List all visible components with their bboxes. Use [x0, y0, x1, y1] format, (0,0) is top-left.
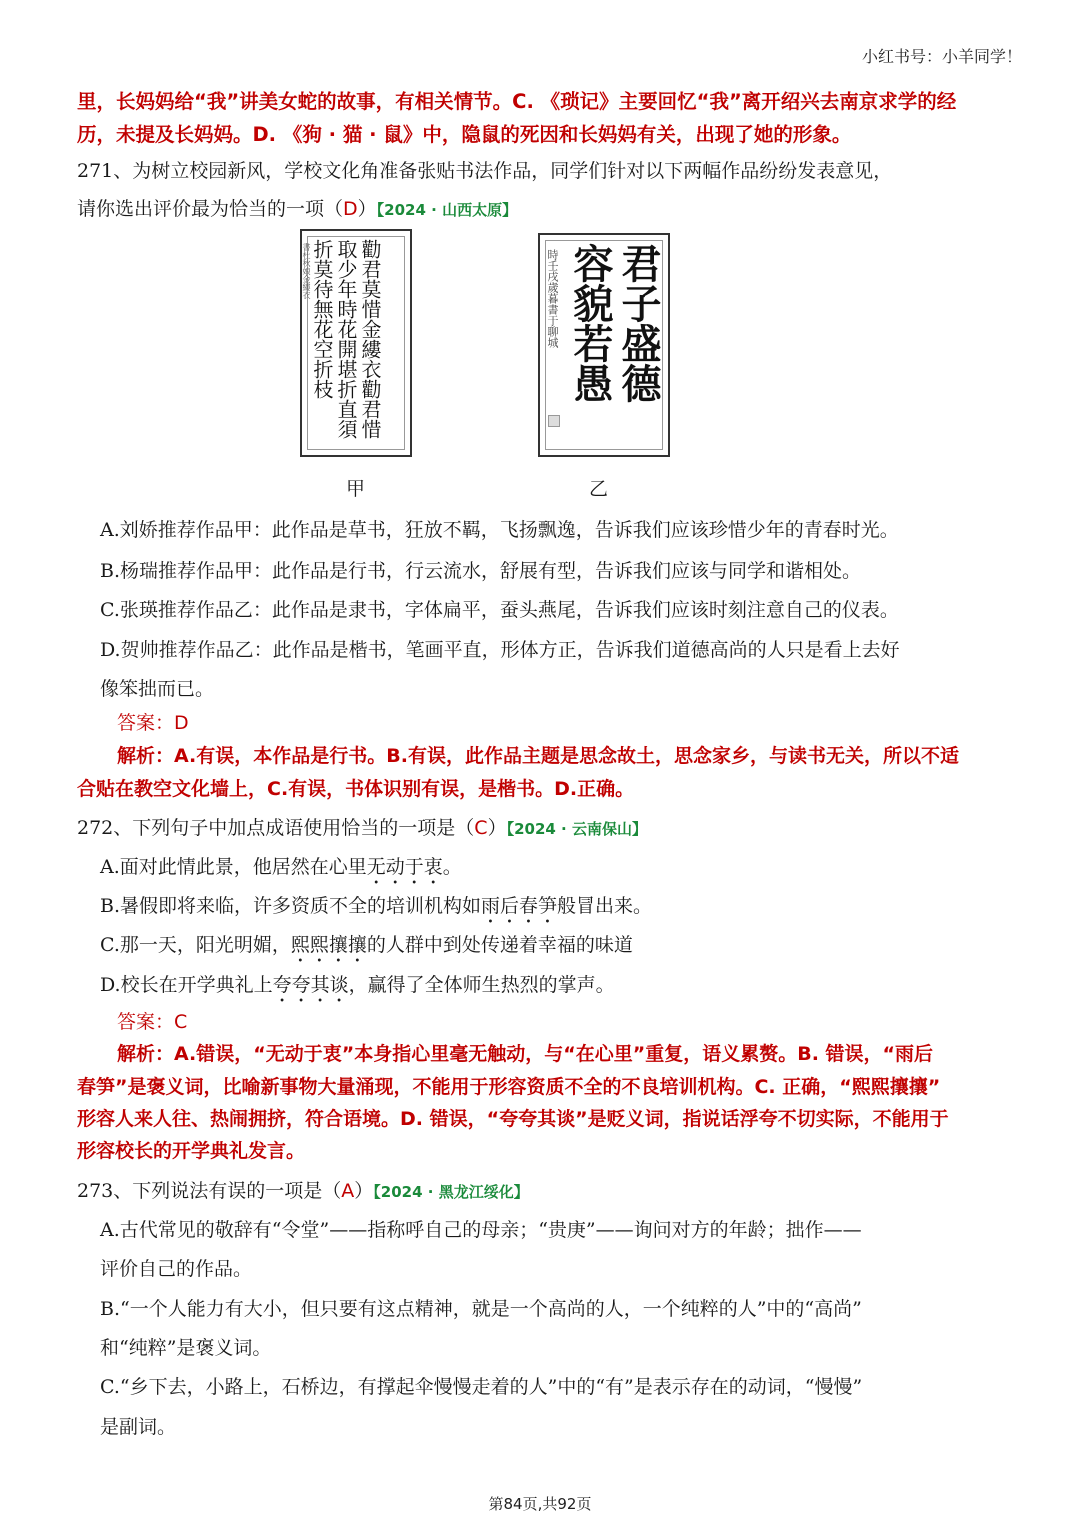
- explanation-line: 里，长妈妈给“我”讲美女蛇的故事，有相关情节。C. 《琐记》主要回忆“我”离开绍兴去南京求学的经: [77, 90, 957, 113]
- q271-option-b: B.杨瑞推荐作品甲：此作品是行书，行云流水，舒展有型，告诉我们应该与同学和谐相处。: [100, 560, 862, 582]
- q272-explanation-line: 春笋”是褒义词，比喻新事物大量涌现，不能用于形容资质不全的不良培训机构。C. 正确，“熙熙攘攘”: [77, 1076, 941, 1098]
- calligraphy-figure-a: [300, 229, 412, 457]
- q271-option-d: D.贺帅推荐作品乙：此作品是楷书，笔画平直，形体方正，告诉我们道德高尚的人只是看上去好: [100, 639, 900, 661]
- q271-option-a: A.刘娇推荐作品甲：此作品是草书，狂放不羁，飞扬飘逸，告诉我们应该珍惜少年的青春时光。: [100, 519, 899, 541]
- q272-source-tag: 【2024 · 云南保山】: [506, 820, 647, 838]
- calligraphy-a-inscription: 書杜秋娘金縷衣: [302, 243, 311, 299]
- q273-option-c-cont: 是副词。: [100, 1416, 177, 1438]
- q272-option-d: D.校长在开学典礼上夸夸其谈，赢得了全体师生热烈的掌声。: [100, 974, 615, 996]
- explanation-line: 历，未提及长妈妈。D. 《狗 · 猫 · 鼠》中，隐鼠的死因和长妈妈有关，出现了她的形象。: [77, 123, 852, 146]
- figure-a-label: 甲: [346, 478, 366, 500]
- q272-option-b: B.暑假即将来临，许多资质不全的培训机构如雨后春笋般冒出来。: [100, 895, 653, 917]
- calligraphy-b-inscription: 時壬戌歲暮書于聊城: [546, 249, 559, 348]
- q272-stem: 272、下列句子中加点成语使用恰当的一项是（C）【2024 · 云南保山】: [77, 817, 647, 839]
- q272-explanation-line: 解析：A.错误，“无动于衷”本身指心里毫无触动，与“在心里”重复，语义累赘。B. 错误，“雨后: [117, 1043, 934, 1065]
- dotted-idiom: 夸夸其谈: [272, 974, 349, 996]
- q271-option-d-cont: 像笨拙而已。: [100, 678, 215, 700]
- q273-option-b-cont: 和“纯粹”是褒义词。: [100, 1337, 272, 1359]
- q273-answer-choice: A: [341, 1180, 355, 1202]
- q271-explanation-line: 合贴在教空文化墙上，C.有误，书体识别有误，是楷书。D.正确。: [77, 778, 635, 800]
- calligraphy-a-column: 勸君莫惜金縷衣勸君惜: [358, 239, 382, 439]
- q272-answer-choice: C: [474, 817, 488, 839]
- q271-explanation-line: 解析：A.有误，本作品是行书。B.有误，此作品主题是思念故土，思念家乡，与读书无关，所以不适: [117, 745, 959, 767]
- q273-option-a-cont: 评价自己的作品。: [100, 1258, 253, 1280]
- page-number: 第84页,共92页: [488, 1495, 592, 1513]
- calligraphy-b-column: 容貌若愚: [567, 243, 614, 403]
- q272-option-a: A.面对此情此景，他居然在心里无动于衷。: [100, 856, 462, 878]
- q273-stem: 273、下列说法有误的一项是（A）【2024 · 黑龙江绥化】: [77, 1180, 529, 1202]
- q271-source-tag: 【2024 · 山西太原】: [376, 201, 518, 219]
- q271-option-c: C.张瑛推荐作品乙：此作品是隶书，字体扁平，蚕头燕尾，告诉我们应该时刻注意自己的仪表。: [100, 599, 899, 621]
- dotted-idiom: 雨后春笋: [481, 895, 558, 917]
- q271-stem: 271、为树立校园新风，学校文化角准备张贴书法作品，同学们针对以下两幅作品纷纷发表意见，: [77, 160, 893, 182]
- calligraphy-a-column: 折莫待無花空折枝: [310, 239, 334, 399]
- q272-option-c: C.那一天，阳光明媚，熙熙攘攘的人群中到处传递着幸福的味道: [100, 934, 633, 956]
- q272-answer: 答案：C: [117, 1011, 188, 1033]
- watermark: 小红书号：小羊同学！: [861, 47, 1022, 66]
- seal-stamp: [548, 415, 560, 427]
- figure-b-label: 乙: [589, 478, 609, 500]
- q272-explanation-line: 形容校长的开学典礼发言。: [77, 1140, 306, 1162]
- q273-source-tag: 【2024 · 黑龙江绥化】: [373, 1183, 529, 1201]
- dotted-idiom: 无动于衷: [366, 856, 443, 878]
- q272-explanation-line: 形容人来人往、热闹拥挤，符合语境。D. 错误，“夸夸其谈”是贬义词，指说话浮夸不切实际，不能用于: [77, 1108, 949, 1130]
- calligraphy-b-column: 君子盛德: [615, 243, 662, 403]
- q273-option-c: C.“乡下去，小路上，石桥边，有撑起伞慢慢走着的人”中的“有”是表示存在的动词，“慢慢”: [100, 1376, 863, 1398]
- q271-answer: 答案：D: [117, 712, 189, 734]
- q271-stem-line2: 请你选出评价最为恰当的一项（D）【2024 · 山西太原】: [77, 198, 518, 220]
- calligraphy-figure-b: [538, 233, 670, 457]
- q273-option-b: B.“一个人能力有大小，但只要有这点精神，就是一个高尚的人，一个纯粹的人”中的“高尚”: [100, 1298, 862, 1320]
- q273-option-a: A.古代常见的敬辞有“令堂”——指称呼自己的母亲；“贵庚”——询问对方的年龄；拙作——: [100, 1219, 862, 1241]
- dotted-idiom: 熙熙攘攘: [290, 934, 367, 956]
- calligraphy-a-column: 取少年時花開堪折直須: [334, 239, 358, 439]
- q271-answer-choice: D: [343, 198, 358, 220]
